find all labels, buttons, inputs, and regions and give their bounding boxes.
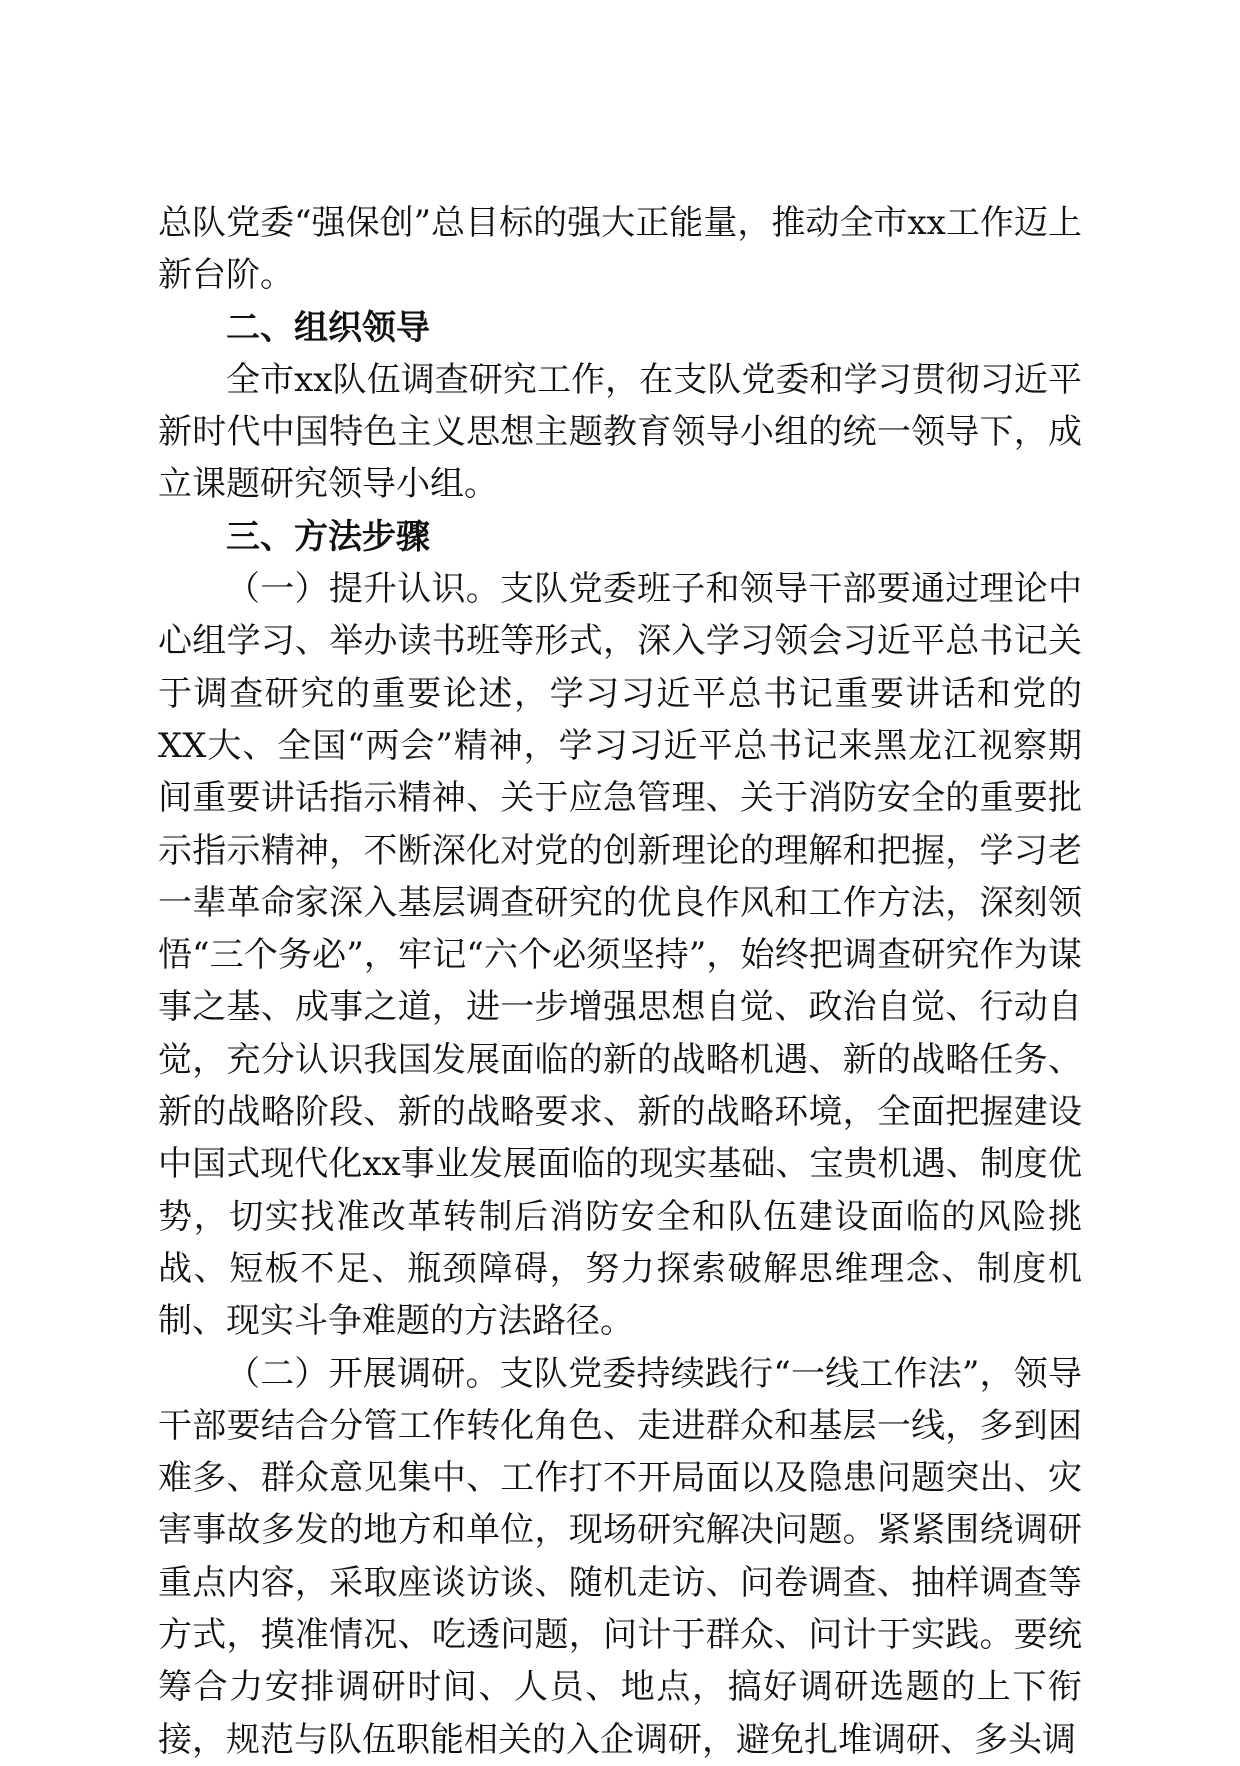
document-body [158, 197, 1082, 1766]
section-heading-organization: 二、组织领导 [226, 307, 430, 348]
section-heading-methods: 三、方法步骤 [226, 516, 430, 557]
paragraph-raise-awareness: （一）提升认识。支队党委班子和领导干部要通过理论中心组学习、举办读书班等形式，深入学习领会习近平总书记关于调查研究的重要论述，学习习近平总书记重要讲话和党的XX大、全国“两会”精神，学习习近平总书记来黑龙江视察期间重要讲话指示精神、关于应急管理、关于消防安全的重要批示指示精神，不断深化对党的创新理论的理解和把握，学习老一辈革命家深入基层调查研究的优良作风和工作方法，深刻领悟“三个务必”，牢记“六个必须坚持”，始终把调查研究作为谋事之基、成事之道，进一步增强思想自觉、政治自觉、行动自觉，充分认识我国发展面临的新的战略机遇、新的战略任务、新的战略阶段、新的战略要求、新的战略环境，全面把握建设中国式现代化xx事业发展面临的现实基础、宝贵机遇、制度优势，切实找准改革转制后消防安全和队伍建设面临的风险挑战、短板不足、瓶颈障碍，努力探索破解思维理念、制度机制、现实斗争难题的方法路径。 [158, 569, 1082, 1342]
paragraph-conduct-research: （二）开展调研。支队党委持续践行“一线工作法”，领导干部要结合分管工作转化角色、走进群众和基层一线，多到困难多、群众意见集中、工作打不开局面以及隐患问题突出、灾害事故多发的地方和单位，现场研究解决问题。紧紧围绕调研重点内容，采取座谈访谈、随机走访、问卷调查、抽样调查等方式，摸准情况、吃透问题，问计于群众、问计于实践。要统筹合力安排调研时间、人员、地点，搞好调研选题的上下衔接，规范与队伍职能相关的入企调研，避免扎堆调研、多头调 [158, 1353, 1082, 1760]
paragraph-continuation: 总队党委“强保创”总目标的强大正能量，推动全市xx工作迈上新台阶。 [158, 203, 1082, 296]
paragraph-organization: 全市xx队伍调查研究工作，在支队党委和学习贯彻习近平新时代中国特色主义思想主题教育领导小组的统一领导下，成立课题研究领导小组。 [158, 359, 1082, 505]
